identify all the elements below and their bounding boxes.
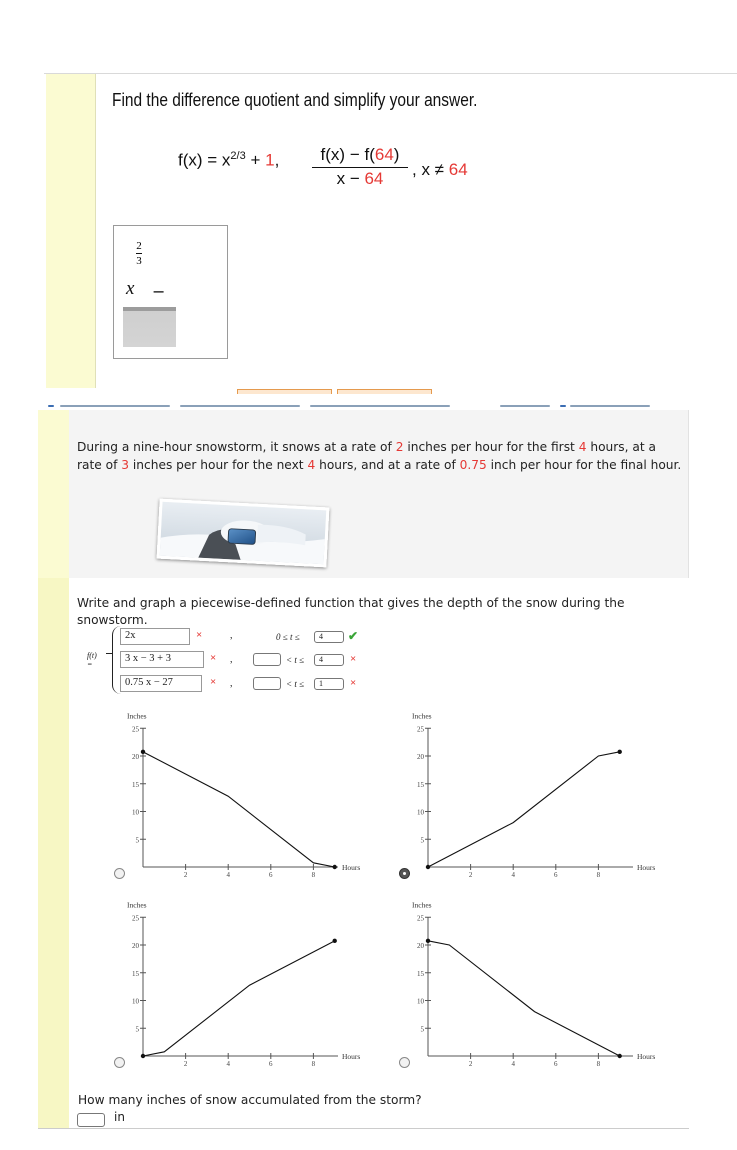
accumulation-question: How many inches of snow accumulated from the storm? — [78, 1093, 422, 1107]
graph-option-b-radio[interactable] — [399, 868, 410, 879]
series-line — [428, 752, 620, 867]
series-endpoint — [333, 865, 337, 869]
piece1-upper-input[interactable]: 4 — [314, 631, 344, 643]
x-tick-label: 8 — [311, 1060, 316, 1068]
answer-box[interactable] — [113, 225, 228, 359]
piece2-upper-input[interactable]: 4 — [314, 654, 344, 666]
graph-option-d-radio[interactable] — [399, 1057, 410, 1068]
x-tick-label: 8 — [596, 1060, 601, 1068]
x-tick-label: 2 — [183, 1060, 188, 1068]
series-endpoint — [141, 750, 145, 754]
graph-option-b — [395, 708, 665, 879]
function-label: f(t) = — [87, 651, 97, 669]
piece2-status-mark: × — [350, 653, 357, 665]
x-tick-label: 6 — [554, 871, 558, 879]
piece2-incorrect-mark: × — [210, 652, 217, 664]
x-axis-label: Hours — [637, 863, 656, 872]
y-tick-label: 10 — [417, 808, 424, 817]
y-tick-label: 15 — [417, 969, 424, 978]
problem-statement: During a nine-hour snowstorm, it snows at a rate of 2 inches per hour for the first 4 hours, at a rate of 3 inches per hour for the next 4 hours, and at a rate of 0.75 inch per hour for the final hour. — [77, 440, 682, 472]
inches-answer-input[interactable] — [77, 1113, 105, 1127]
x-tick-label: 8 — [596, 871, 601, 879]
x-axis-label: Hours — [342, 1052, 361, 1061]
y-tick-label: 10 — [132, 997, 139, 1006]
graph-option-a — [110, 708, 370, 879]
y-tick-label: 15 — [132, 969, 139, 978]
piece1-comma: , — [230, 630, 233, 641]
graph-instruction: Write and graph a piecewise-defined function that gives the depth of the snow during the snowstorm. — [77, 596, 625, 627]
piece3-inequality: < t ≤ — [286, 679, 305, 689]
answer-input-field[interactable] — [123, 307, 176, 347]
function-definition: $f(x) = x^{2/3} + 1$, — [178, 150, 280, 170]
y-tick-label: 15 — [132, 780, 139, 789]
x-axis-label: Hours — [637, 1052, 656, 1061]
panel2-sidebar-lower — [38, 578, 69, 1128]
x-tick-label: 4 — [226, 871, 230, 879]
y-tick-label: 10 — [132, 808, 139, 817]
series-line — [428, 941, 620, 1056]
series-endpoint — [333, 939, 337, 943]
answer-variable: x — [126, 278, 135, 299]
x-tick-label: 6 — [269, 1060, 273, 1068]
x-tick-label: 2 — [468, 871, 473, 879]
quotient-numerator: f(x) − f(64) — [312, 145, 408, 168]
y-tick-label: 25 — [417, 914, 424, 923]
panel1-sidebar — [46, 74, 96, 388]
piece3-comma: , — [230, 678, 233, 689]
y-tick-label: 20 — [132, 753, 139, 761]
panel2-bottom-divider — [38, 1128, 689, 1129]
inches-unit-label: in — [114, 1110, 125, 1124]
x-axis-label: Hours — [342, 863, 361, 872]
answer-exponent: 2 3 — [136, 240, 142, 267]
x-tick-label: 2 — [468, 1060, 473, 1068]
piece1-correct-check: ✔ — [348, 629, 359, 643]
x-tick-label: 4 — [226, 1060, 230, 1068]
y-axis-label: Inches — [127, 711, 147, 721]
panel1-question: Find the difference quotient and simplify your answer. — [112, 90, 478, 110]
y-tick-label: 5 — [420, 836, 424, 845]
graph-option-d — [395, 897, 665, 1068]
piece3-expression-input[interactable]: 0.75 x − 27 — [120, 675, 202, 692]
y-axis-label: Inches — [412, 711, 432, 721]
x-tick-label: 6 — [269, 871, 273, 879]
graph-option-a-radio[interactable] — [114, 868, 125, 879]
piece2-comma: , — [230, 654, 233, 665]
x-tick-label: 2 — [183, 871, 188, 879]
piecewise-brace-tip — [106, 653, 113, 654]
panel1-divider — [44, 73, 737, 74]
series-line — [143, 752, 335, 867]
series-line — [143, 941, 335, 1056]
y-tick-label: 25 — [132, 725, 139, 734]
cut-toolbar-strip — [30, 403, 690, 409]
action-button-right[interactable] — [337, 389, 432, 394]
series-endpoint — [618, 1054, 622, 1058]
y-axis-label: Inches — [127, 900, 147, 910]
series-endpoint — [618, 750, 622, 754]
x-tick-label: 8 — [311, 871, 316, 879]
y-tick-label: 25 — [417, 725, 424, 734]
piece3-incorrect-mark: × — [210, 676, 217, 688]
x-tick-label: 4 — [511, 1060, 515, 1068]
y-tick-label: 15 — [417, 780, 424, 789]
difference-quotient — [312, 145, 408, 189]
action-button-left[interactable] — [237, 389, 332, 394]
domain-condition: , x ≠ 64 — [412, 160, 468, 179]
x-tick-label: 4 — [511, 871, 515, 879]
piece2-expression-input[interactable]: 3 x − 3 + 3 — [120, 651, 204, 668]
y-tick-label: 20 — [132, 942, 139, 950]
piece3-upper-input[interactable]: 1 — [314, 678, 344, 690]
piece1-expression-input[interactable]: 2x — [120, 628, 190, 645]
snow-covered-car-photo — [157, 499, 330, 568]
graph-option-c — [110, 897, 370, 1068]
series-endpoint — [141, 1054, 145, 1058]
x-tick-label: 6 — [554, 1060, 558, 1068]
y-tick-label: 5 — [135, 836, 139, 845]
y-tick-label: 20 — [417, 942, 424, 950]
graph-option-c-radio[interactable] — [114, 1057, 125, 1068]
y-tick-label: 5 — [135, 1025, 139, 1034]
y-axis-label: Inches — [412, 900, 432, 910]
piece1-incorrect-mark: × — [196, 629, 203, 641]
series-endpoint — [426, 865, 430, 869]
y-tick-label: 5 — [420, 1025, 424, 1034]
piece1-inequality: 0 ≤ t ≤ — [276, 632, 300, 642]
series-endpoint — [426, 939, 430, 943]
quotient-denominator: x − 64 — [336, 169, 384, 188]
piece2-inequality: < t ≤ — [286, 655, 305, 665]
y-tick-label: 10 — [417, 997, 424, 1006]
y-tick-label: 25 — [132, 914, 139, 923]
piece3-lower-input[interactable] — [253, 677, 281, 690]
piece2-lower-input[interactable] — [253, 653, 281, 666]
answer-operator: − — [152, 282, 166, 301]
piece3-status-mark: × — [350, 677, 357, 689]
y-tick-label: 20 — [417, 753, 424, 761]
